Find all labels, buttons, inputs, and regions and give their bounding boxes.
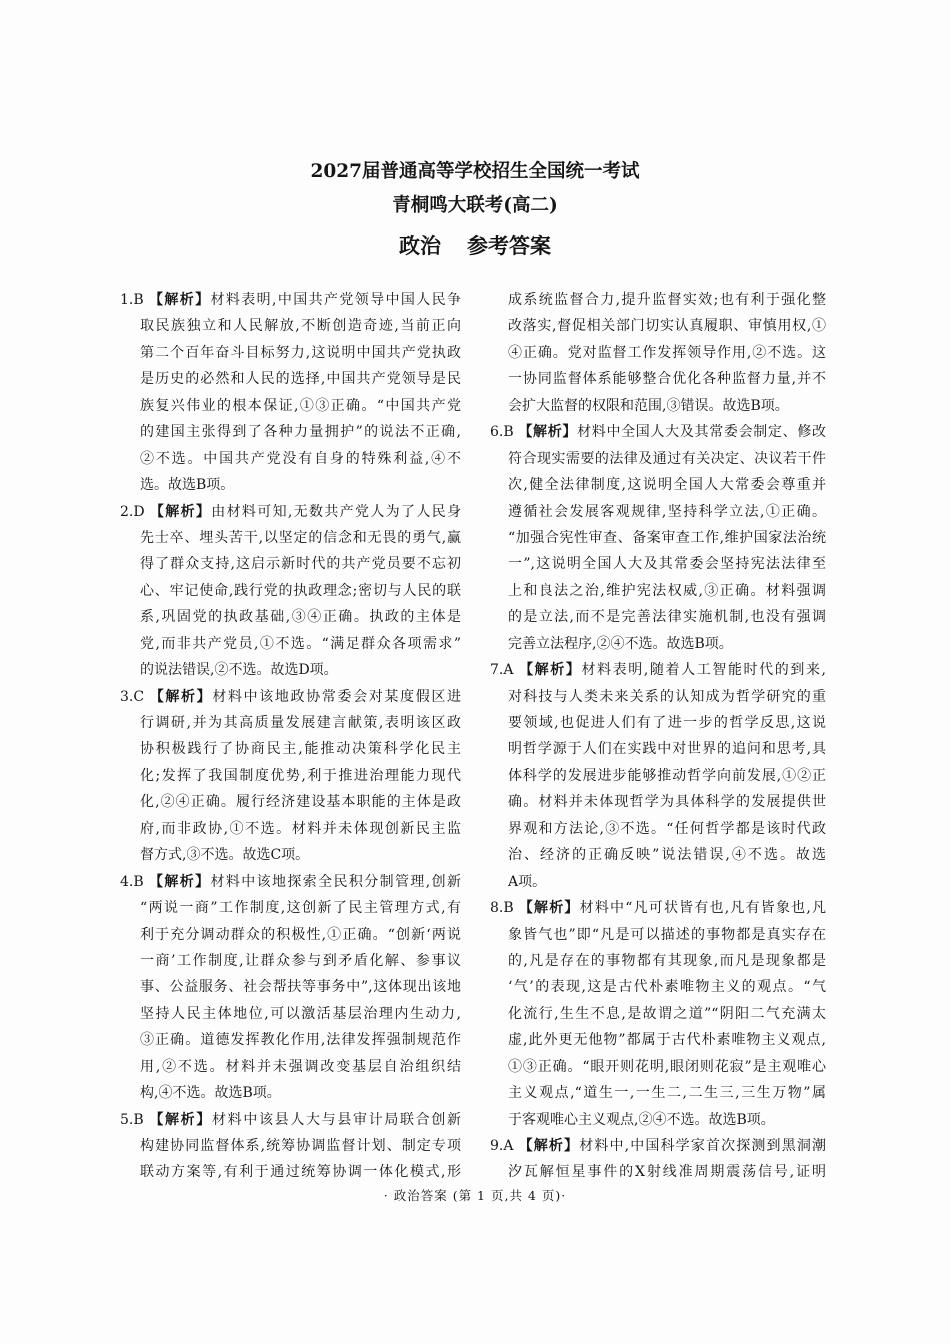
answer-number: 9.A xyxy=(490,1138,514,1154)
right-column xyxy=(490,287,826,1186)
answer-6-line-8: 的是立法,而不是完善法律实施机制,也没有强调 xyxy=(508,609,826,626)
answer-number: 7.A xyxy=(490,662,514,679)
answer-text: 由材料可知,无数共产党人为了人民身 xyxy=(211,503,461,520)
answer-2-line-7: 的说法错误,②不选。故选D项。 xyxy=(140,662,338,679)
answer-1-line-4: 是历史的必然和人民的选择,中国共产党领导是民 xyxy=(140,371,461,388)
answer-7-line-5: 体科学的发展进步能够推动哲学向前发展,①②正 xyxy=(508,767,826,784)
answer-4-line-8: 用,②不选。材料并未强调改变基层自治组织结 xyxy=(140,1058,461,1075)
answer-3-line-2: 行调研,并为其高质量发展建言献策,表明该区政 xyxy=(140,715,461,731)
answer-number: 4.B xyxy=(120,873,144,890)
exam-subtitle: 青桐鸣大联考(高二) xyxy=(392,195,558,216)
answer-5-line-8: 会扩大监督的权限和范围,③错误。故选B项。 xyxy=(508,397,789,414)
answer-number: 2.D xyxy=(120,503,145,520)
answer-3-line-6: 府,而非政协,①不选。材料并未体现创新民主监 xyxy=(140,820,461,837)
answer-1-line-8: 选。故选B项。 xyxy=(140,477,235,494)
answer-4-line-5: 事、公益服务、社会帮扶等事务中”,这体现出该地 xyxy=(140,979,461,996)
answer-2-line-6: 党,而非共产党员,①不选。“满足群众各项需求” xyxy=(140,635,461,652)
answer-8-line-7: ①③正确。“眼开则花明,眼闭则花寂”是主观唯心 xyxy=(508,1058,826,1075)
answer-text: 材料表明,随着人工智能时代的到来, xyxy=(581,662,826,679)
answer-number: 5.B xyxy=(120,1111,144,1128)
page-footer: · 政治答案 (第 1 页,共 4 页)· xyxy=(383,1188,567,1203)
answer-9-line-2: 汐瓦解恒星事件的X射线准周期震荡信号,证明 xyxy=(508,1164,826,1181)
answer-4-line-4: 一商’工作制度,让群众参与到矛盾化解、参事议 xyxy=(140,952,461,969)
answer-2-line-4: 心、牢记使命,践行党的执政理念;密切与人民的联 xyxy=(140,582,461,599)
answer-5-line-6: ④正确。党对监督工作发挥领导作用,②不选。这 xyxy=(508,344,826,361)
analysis-label: 【解析】 xyxy=(517,424,578,441)
answer-2-line-2: 先士卒、埋头苦干,以坚定的信念和无畏的勇气,赢 xyxy=(140,529,461,546)
analysis-label: 【解析】 xyxy=(147,873,211,890)
analysis-label: 【解析】 xyxy=(147,292,211,308)
document-heading xyxy=(0,231,950,261)
answer-8-line-3: 的,凡是存在的事物都有其现象,而凡是现象都是 xyxy=(508,952,826,969)
answer-6-line-4: 遵循社会发展客观规律,坚持科学立法,①正确。 xyxy=(508,503,826,520)
answer-text: 材料中全国人大及其常委会制定、修改 xyxy=(577,424,826,441)
answer-4-line-2: “两说一商”工作制度,这创新了民主管理方式,有 xyxy=(140,900,461,917)
answer-6-line-5: “加强合宪性审查、备案审查工作,维护国家法治统 xyxy=(508,529,826,546)
answer-number: 6.B xyxy=(490,424,514,441)
answer-5-line-1 xyxy=(120,1107,461,1133)
left-column xyxy=(120,287,461,1186)
answer-2-line-5: 系,巩固党的执政基础,③④正确。执政的主体是 xyxy=(140,609,461,626)
analysis-label: 【解析】 xyxy=(148,688,213,705)
answer-6-line-9: 完善立法程序,②④不选。故选B项。 xyxy=(508,635,733,652)
answer-1-line-5: 族复兴伟业的根本保证,①③正确。“中国共产党 xyxy=(140,397,461,414)
analysis-label: 【解析】 xyxy=(147,1111,212,1128)
answer-number: 8.B xyxy=(490,900,514,917)
answer-1-line-6: 的建国主张得到了各种力量拥护”的说法不正确, xyxy=(140,424,461,441)
answer-8-line-5: 化流行,生生不息,是故谓之道”“阴阳二气充满太 xyxy=(508,1005,826,1022)
answer-6-line-2: 符合现实需要的法律及通过有关决定、决议若干件 xyxy=(508,450,826,467)
answer-7-line-4: 明哲学源于人们在实践中对世界的追问和思考,具 xyxy=(508,741,826,758)
answer-3-line-1 xyxy=(120,684,461,710)
answer-number: 3.C xyxy=(120,688,145,705)
answer-8-line-9: 于客观唯心主义观点,②④不选。故选B项。 xyxy=(508,1111,775,1128)
answer-4-line-3: 利于充分调动群众的积极性,①正确。“创新‘两说 xyxy=(140,926,461,943)
answer-6-line-1 xyxy=(490,419,826,445)
answer-7-line-8: 治、经济的正确反映”说法错误,④不选。故选 xyxy=(508,847,826,864)
answer-7-line-6: 确。材料并未体现哲学为具体科学的发展提供世 xyxy=(508,794,826,811)
answer-6-line-3: 次,健全法律制度,这说明全国人大常委会尊重并 xyxy=(508,477,826,494)
answer-9-line-1 xyxy=(490,1133,826,1159)
answer-1-line-7: ②不选。中国共产党没有自身的特殊利益,④不 xyxy=(140,450,461,467)
answer-1-line-2: 取民族独立和人民解放,不断创造奇迹,当前正向 xyxy=(140,318,461,335)
answer-6-line-6: 一”,这说明全国人大及其常委会坚持宪法法律至 xyxy=(508,556,826,573)
analysis-label: 【解析】 xyxy=(517,662,582,679)
answer-7-line-7: 界观和方法论,③不选。“任何哲学都是该时代政 xyxy=(508,820,826,837)
answer-7-line-9: A项。 xyxy=(508,873,547,890)
answer-3-line-5: 化,②④正确。履行经济建设基本职能的主体是政 xyxy=(140,794,461,811)
answer-6-line-7: 上和良法之治,维护宪法权威,③正确。材料强调 xyxy=(508,582,826,599)
answer-2-line-3: 得了群众支持,这启示新时代的共产党员要不忘初 xyxy=(140,556,461,573)
answer-5-line-7: 一协同监督体系能够整合优化各种监督力量,并不 xyxy=(508,371,826,388)
answer-text: 材料中该地政协常委会对某度假区进 xyxy=(212,688,461,705)
answer-5-line-5: 改落实,督促相关部门切实认真履职、审慎用权,① xyxy=(508,318,826,335)
answer-7-line-3: 要领域,也促进人们有了进一步的哲学反思,这说 xyxy=(508,715,826,731)
answer-text: 材料中,中国科学家首次探测到黑洞潮 xyxy=(579,1138,826,1154)
answer-8-line-4: ‘气’的表现,这是古代朴素唯物主义的观点。“气 xyxy=(508,979,826,996)
answer-text: 材料中该县人大与县审计局联合创新 xyxy=(212,1111,461,1128)
document-type: 参考答案 xyxy=(467,233,551,258)
answer-3-line-3: 协积极践行了协商民主,能推动决策科学化民主 xyxy=(140,741,461,758)
answer-1-line-3: 第二个百年奋斗目标努力,这说明中国共产党执政 xyxy=(140,344,461,361)
answer-4-line-9: 构,④不选。故选B项。 xyxy=(140,1085,281,1102)
answer-1-line-1 xyxy=(120,287,461,313)
answer-5-line-3: 联动方案等,有利于通过统筹协调一体化模式,形 xyxy=(140,1164,461,1181)
answer-4-line-7: ③正确。道德发挥教化作用,法律发挥强制规范作 xyxy=(140,1032,461,1049)
analysis-label: 【解析】 xyxy=(517,900,580,917)
answer-text: 材料中“凡可状皆有也,凡有皆象也,凡 xyxy=(579,900,826,917)
answer-7-line-2: 对科技与人类未来关系的认知成为哲学研究的重 xyxy=(508,688,826,705)
answer-7-line-1 xyxy=(490,657,826,683)
answer-text: 材料表明,中国共产党领导中国人民争 xyxy=(210,292,461,308)
analysis-label: 【解析】 xyxy=(517,1138,580,1154)
answer-8-line-6: 虚,此外更无他物”都属于古代朴素唯物主义观点, xyxy=(508,1032,826,1049)
answer-3-line-4: 化;发挥了我国制度优势,利于推进治理能力现代 xyxy=(140,767,461,784)
answer-5-line-4: 成系统监督合力,提升监督实效;也有利于强化整 xyxy=(508,292,826,308)
answer-8-line-2: 象皆气也”即“凡是可以描述的事物都是真实存在 xyxy=(508,926,826,943)
answer-3-line-7: 督方式,③不选。故选C项。 xyxy=(140,847,310,864)
answer-8-line-8: 主义观点,“道生一,一生二,二生三,三生万物”属 xyxy=(508,1085,826,1102)
answer-4-line-1 xyxy=(120,869,461,895)
answer-5-line-2: 构建协同监督体系,统筹协调监督计划、制定专项 xyxy=(140,1138,461,1154)
answer-2-line-1 xyxy=(120,499,461,525)
answer-text: 材料中该地探索全民积分制管理,创新 xyxy=(210,873,461,890)
answer-8-line-1 xyxy=(490,895,826,921)
analysis-label: 【解析】 xyxy=(148,503,212,520)
answer-4-line-6: 坚持人民主体地位,可以激活基层治理内生动力, xyxy=(140,1005,461,1022)
subject-name: 政治 xyxy=(399,233,441,258)
exam-title: 2027届普通高等学校招生全国统一考试 xyxy=(310,161,640,182)
answer-number: 1.B xyxy=(120,292,144,308)
